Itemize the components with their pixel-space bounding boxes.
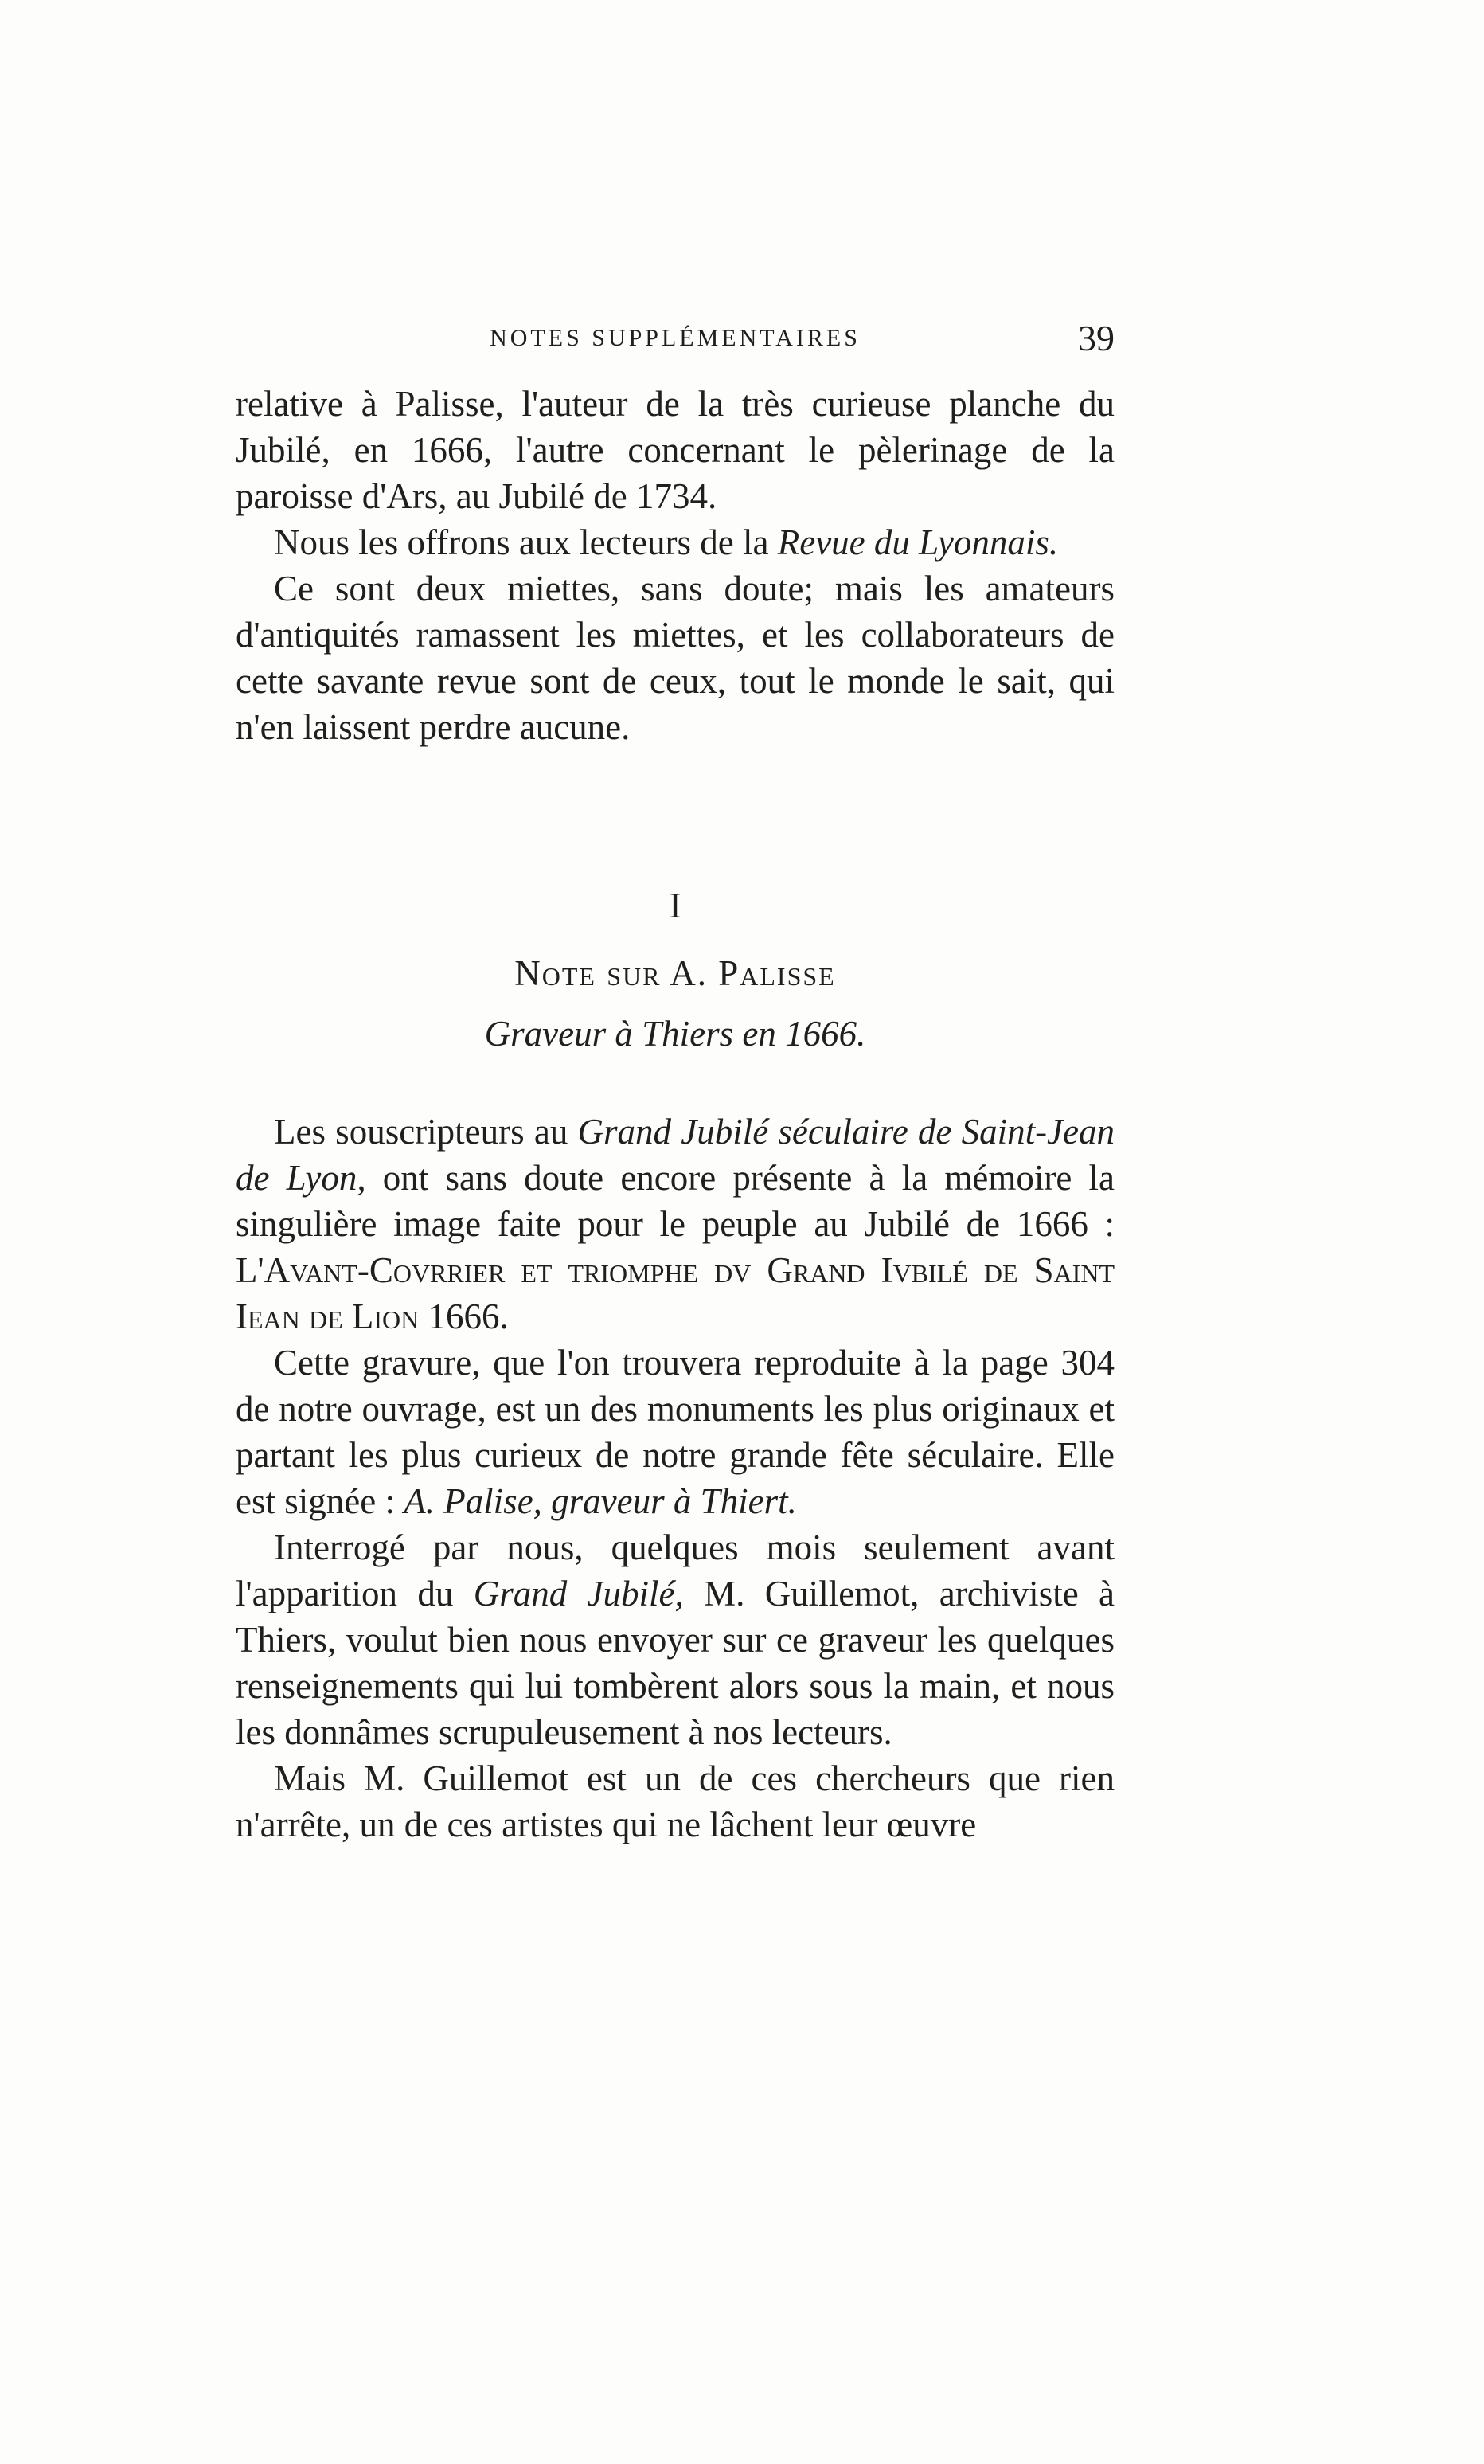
body-text [236, 1109, 1115, 1848]
section-heading: Note sur A. Palisse [514, 953, 836, 993]
running-title: NOTES SUPPLÉMENTAIRES [490, 325, 861, 351]
intro-paragraph-2 [236, 519, 1115, 565]
engraver-signature: A. Palise, graveur à Thiert. [404, 1481, 797, 1521]
body-paragraph-2 [236, 1340, 1115, 1524]
page-number: 39 [1078, 318, 1115, 358]
intro-paragraph-2-text: Nous les offrons aux lecteurs de la [274, 522, 778, 562]
body-paragraph-2-text: Cette gravure, que l'on trouvera reproduite à la page 304 de notre ouvrage, est un des monuments les plus originaux et partant les plus curieux de notre grande fête séculaire. Elle est signée : [236, 1343, 1115, 1521]
body-paragraph-1-middle: ont sans doute encore présente à la mémoire la singulière image faite pour le peuple au Jubilé de 1666 : [236, 1158, 1115, 1244]
section-numeral: I [669, 885, 681, 925]
revue-title: Revue du Lyonnais. [777, 522, 1059, 562]
body-paragraph-1 [236, 1109, 1115, 1340]
grand-jubile-title: Grand Jubilé, [473, 1574, 684, 1613]
body-paragraph-3-start: Interrogé par nous, quelques mois seulement avant l'apparition du [236, 1527, 1115, 1613]
intro-text [236, 381, 1115, 750]
body-paragraph-3 [236, 1524, 1115, 1755]
body-paragraph-4: Mais M. Guillemot est un de ces chercheurs que rien n'arrête, un de ces artistes qui ne lâchent leur œuvre [236, 1758, 1115, 1844]
body-paragraph-1-start: Les souscripteurs au [274, 1112, 578, 1152]
body-paragraph-3-end: M. Guillemot, archiviste à Thiers, voulut bien nous envoyer sur ce graveur les quelques renseignements qui lui tombèrent alors sous la main, et nous les donnâmes scrupuleusement à nos lecteurs. [236, 1574, 1115, 1752]
section-subheading: Graveur à Thiers en 1666. [484, 1014, 866, 1054]
jubile-book-title: Grand Jubilé séculaire de Saint-Jean de Lyon, [236, 1112, 1115, 1198]
intro-paragraph-1: relative à Palisse, l'auteur de la très curieuse planche du Jubilé, en 1666, l'autre concernant le pèlerinage de la paroisse d'Ars, au Jubilé de 1734. [236, 384, 1115, 516]
body-paragraph-1-end: 1666. [419, 1297, 509, 1336]
engraving-title: L'Avant-Covrrier et triomphe dv Grand Ivbilé de Saint Iean de Lion [236, 1250, 1115, 1336]
running-head [236, 317, 1115, 365]
intro-paragraph-3: Ce sont deux miettes, sans doute; mais les amateurs d'antiquités ramassent les miettes, et les collaborateurs de cette savante revue sont de ceux, tout le monde le sait, qui n'en laissent perdre aucune. [236, 569, 1115, 747]
